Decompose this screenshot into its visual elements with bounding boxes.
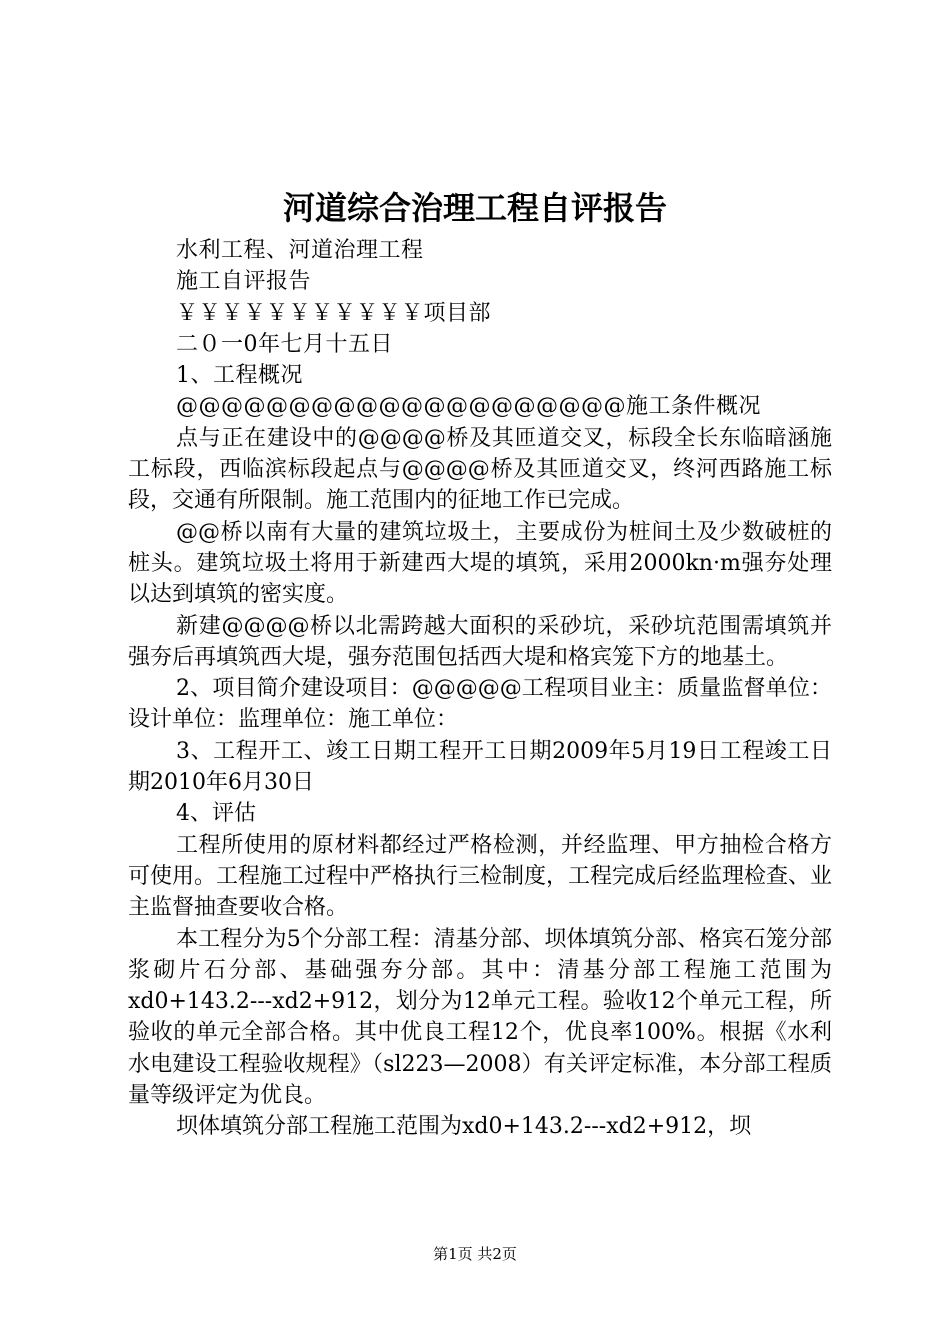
header-line-conditions: @@@@@@@@@@@@@@@@@@@@施工条件概况 [176,394,762,420]
paragraph-site-location: 点与正在建设中的@@@@桥及其匝道交叉，标段全长东临暗涵施工标段，西临滨标段起点与@@@@桥及其匝道交叉，终河西路施工标段，交通有所限制。施工范围内的征地工作已完成。 [128,425,832,514]
paragraph-project-intro: 2、项目简介建设项目：@@@@@工程项目业主：质量监督单位：设计单位：监理单位：施工单位： [128,676,832,733]
header-line-project-type: 水利工程、河道治理工程 [176,238,424,263]
paragraph-schedule: 3、工程开工、竣工日期工程开工日期2009年5月19日工程竣工日期2010年6月30日 [128,738,832,796]
paragraph-sand-pit: 新建@@@@桥以北需跨越大面积的采砂坑，采砂坑范围需填筑并强夯后再填筑西大堤，强夯范围包括西大堤和格宾笼下方的地基土。 [128,613,832,670]
page-number-footer: 第1页 共2页 [433,1245,517,1263]
header-line-date: 二０一0年七月十五日 [176,331,393,357]
document-title: 河道综合治理工程自评报告 [282,189,667,227]
section-heading-evaluation: 4、评估 [176,801,256,827]
section-heading-overview: 1、工程概况 [176,363,303,389]
document-body [128,235,832,1143]
paragraph-materials: 工程所使用的原材料都经过严格检测，并经监理、甲方抽检合格方可使用。工程施工过程中严格执行三检制度，工程完成后经监理检查、业主监督抽查要收合格。 [128,832,833,921]
header-line-report-name: 施工自评报告 [176,269,312,295]
paragraph-construction-waste: @@桥以南有大量的建筑垃圾土，主要成份为桩间土及少数破桩的桩头。建筑垃圾土将用于新建西大堤的填筑，采用2000kn·m强夯处理以达到填筑的密实度。 [128,519,832,608]
header-line-department: ￥￥￥￥￥￥￥￥￥￥￥项目部 [176,300,492,326]
paragraph-subdivisions: 本工程分为5个分部工程：清基分部、坝体填筑分部、格宾石笼分部浆砌片石分部、基础强夯分部。其中：清基分部工程施工范围为xd0+143.2---xd2+912，划分为12单元工程。验收12个单元工程，所验收的单元全部合格。其中优良工程12个，优良率100%。根据《水利水电建设工程验收规程》（sl223—2008）有关评定标准，本分部工程质量等级评定为优良。 [128,926,832,1109]
paragraph-dam-fill: 坝体填筑分部工程施工范围为xd0+143.2---xd2+912，坝 [176,1114,752,1140]
